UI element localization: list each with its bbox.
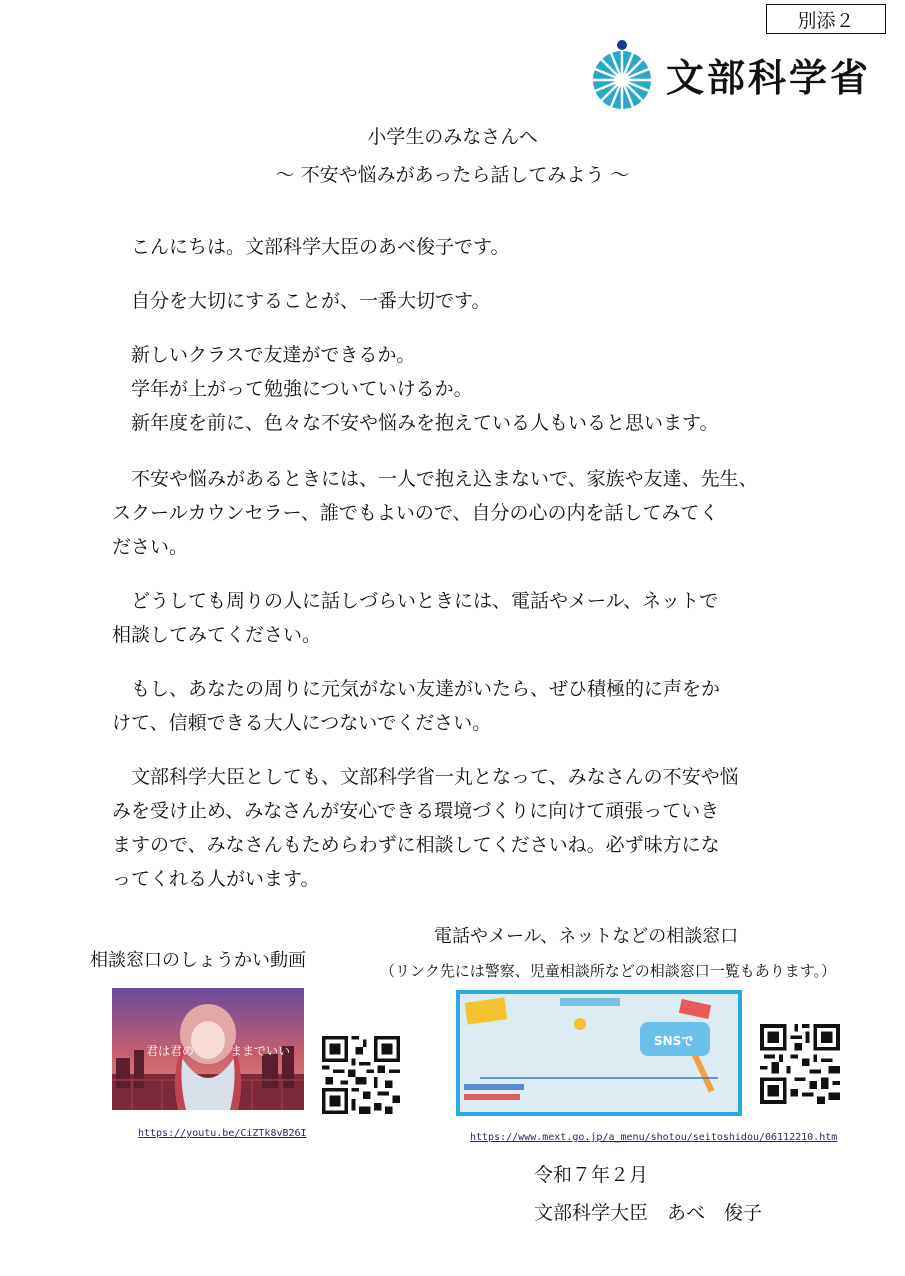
paragraph-line: 学年が上がって勉強についていけるか。 xyxy=(112,378,473,400)
contact-section-heading: 電話やメール、ネットなどの相談窓口 xyxy=(434,926,739,947)
page-title: 小学生のみなさんへ xyxy=(367,126,538,148)
paragraph-phone-consult xyxy=(112,584,812,652)
video-caption-left: 君は君の xyxy=(146,1044,195,1058)
video-link[interactable]: https://youtu.be/CiZTk8vB26I xyxy=(138,1128,307,1139)
paragraph-line: ますので、みなさんもためらわずに相談してくださいね。必ず味方にな xyxy=(112,834,720,856)
paragraph-line: ださい。 xyxy=(112,536,189,558)
paragraph-line: 新年度を前に、色々な不安や悩みを抱えている人もいると思います。 xyxy=(112,412,719,434)
ministry-logo xyxy=(588,38,871,110)
paragraph-line: けて、信頼できる大人につないでください。 xyxy=(112,712,492,734)
paragraph-line: 新しいクラスで友達ができるか。 xyxy=(112,344,416,366)
paragraph-line: 不安や悩みがあるときには、一人で抱え込まないで、家族や友達、先生、 xyxy=(112,468,758,490)
paragraph-line: もし、あなたの周りに元気がない友達がいたら、ぜひ積極的に声をか xyxy=(112,678,721,700)
contact-thumbnail-text: SNSで xyxy=(654,1034,694,1048)
paragraph-line: どうしても周りの人に話しづらいときには、電話やメール、ネットで xyxy=(112,590,719,612)
ministry-emblem-icon xyxy=(588,38,656,110)
contact-thumbnail[interactable] xyxy=(456,990,742,1116)
page-subtitle: ～ 不安や悩みがあったら話してみよう ～ xyxy=(275,164,630,186)
paragraph-line: 自分を大切にすることが、一番大切です。 xyxy=(112,290,491,312)
contact-qr-code-icon[interactable] xyxy=(760,1024,840,1104)
paragraph-line: 文部科学大臣としても、文部科学省一丸となって、みなさんの不安や悩 xyxy=(112,766,739,788)
paragraph-line: スクールカウンセラー、誰でもよいので、自分の心の内を話してみてく xyxy=(112,502,719,524)
video-section-heading: 相談窓口のしょうかい動画 xyxy=(90,950,306,971)
video-caption-right: ままでいい xyxy=(230,1044,291,1058)
paragraph-line: みを受け止め、みなさんが安心できる環境づくりに向けて頑張っていき xyxy=(112,800,720,822)
ministry-name: 文部科学省 xyxy=(666,55,872,100)
paragraph-greeting xyxy=(112,230,812,264)
paragraph-self-care xyxy=(112,284,812,318)
paragraph-talk-to-someone xyxy=(112,462,812,564)
paragraph-help-friends xyxy=(112,672,812,740)
signature-date: 令和７年２月 xyxy=(534,1164,649,1186)
signature-signer: 文部科学大臣 あべ 俊子 xyxy=(534,1202,763,1224)
contact-section-note: （リンク先には警察、児童相談所などの相談窓口一覧もあります。） xyxy=(380,962,837,980)
paragraph-line: こんにちは。文部科学大臣のあべ俊子です。 xyxy=(112,236,510,258)
contact-link[interactable]: https://www.mext.go.jp/a_menu/shotou/seitoshidou/06112210.htm xyxy=(470,1132,838,1143)
paragraph-minister-message xyxy=(112,760,812,896)
paragraph-line: ってくれる人がいます。 xyxy=(112,868,320,890)
attachment-label: 別添２ xyxy=(766,4,886,34)
paragraph-worries-list xyxy=(112,338,812,440)
video-qr-code-icon[interactable] xyxy=(322,1036,400,1114)
paragraph-line: 相談してみてください。 xyxy=(112,624,322,646)
video-thumbnail[interactable] xyxy=(112,988,304,1110)
